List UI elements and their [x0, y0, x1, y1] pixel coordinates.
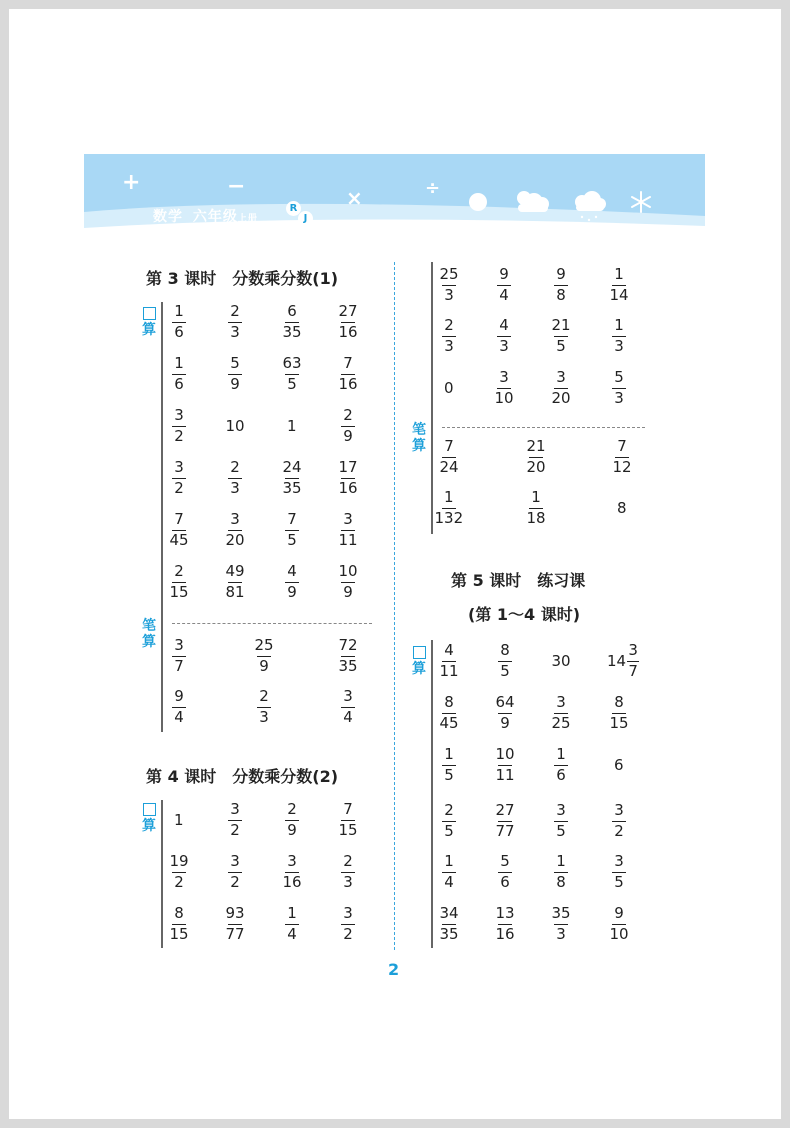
denominator: 77 — [495, 822, 515, 840]
plus-symbol: + — [122, 170, 141, 195]
denominator: 4 — [343, 708, 353, 726]
denominator: 16 — [338, 479, 358, 497]
numerator: 10 — [495, 745, 515, 763]
answer-fraction — [285, 563, 299, 601]
denominator: 14 — [609, 286, 629, 304]
answer-fraction — [494, 694, 517, 732]
answer-fraction — [172, 355, 186, 393]
numerator: 72 — [338, 636, 358, 654]
answer-fraction — [497, 266, 511, 304]
numerator: 3 — [499, 368, 509, 386]
answer-fraction — [550, 317, 573, 355]
answer-fraction — [228, 853, 242, 891]
answer-fraction — [442, 853, 456, 891]
numerator: 7 — [444, 437, 454, 455]
answer-mixed-number — [607, 642, 639, 680]
numerator: 1 — [174, 302, 184, 320]
numerator: 8 — [444, 693, 454, 711]
oral-label-s5: 算 — [411, 644, 427, 677]
answer-fraction — [497, 317, 511, 355]
numerator: 7 — [174, 510, 184, 528]
answer-integer: 0 — [444, 379, 454, 397]
answer-fraction — [494, 802, 517, 840]
numerator: 3 — [628, 641, 638, 659]
answer-fraction — [438, 694, 461, 732]
numerator: 5 — [500, 852, 510, 870]
denominator: 4 — [287, 925, 297, 943]
answer-fraction — [494, 905, 517, 943]
answer-fraction — [433, 489, 466, 527]
section-3-title: 第 3 课时 分数乘分数(1) — [146, 269, 339, 288]
denominator: 8 — [556, 873, 566, 891]
numerator: 3 — [556, 693, 566, 711]
box-icon — [413, 646, 426, 659]
numerator: 2 — [343, 852, 353, 870]
answer-fraction — [285, 511, 299, 549]
numerator: 27 — [338, 302, 358, 320]
denominator: 3 — [230, 479, 240, 497]
denominator: 16 — [338, 323, 358, 341]
denominator: 9 — [230, 375, 240, 393]
denominator: 18 — [526, 509, 546, 527]
denominator: 4 — [499, 286, 509, 304]
answer-fraction — [337, 637, 360, 675]
numerator: 8 — [174, 904, 184, 922]
denominator: 5 — [614, 873, 624, 891]
answer-fraction — [224, 905, 247, 943]
denominator: 16 — [282, 873, 302, 891]
numerator: 49 — [225, 562, 245, 580]
written-label-s4: 笔 算 — [412, 422, 426, 454]
numerator: 4 — [499, 316, 509, 334]
answer-fraction — [341, 853, 355, 891]
answer-fraction — [285, 905, 299, 943]
numerator: 3 — [230, 800, 240, 818]
numerator: 9 — [614, 904, 624, 922]
answer-fraction — [438, 905, 461, 943]
oral-label-s4: 算 — [141, 801, 157, 834]
answer-fraction — [224, 511, 247, 549]
denominator: 11 — [338, 531, 358, 549]
answer-fraction — [608, 266, 631, 304]
numerator: 4 — [444, 641, 454, 659]
answer-fraction — [554, 853, 568, 891]
denominator: 15 — [169, 583, 189, 601]
numerator: 35 — [551, 904, 571, 922]
numerator: 3 — [343, 904, 353, 922]
numerator: 7 — [343, 800, 353, 818]
numerator: 8 — [500, 641, 510, 659]
book-title — [153, 206, 258, 226]
answer-fraction — [224, 563, 247, 601]
denominator: 5 — [500, 662, 510, 680]
answer-fraction — [442, 746, 456, 784]
separator-s4 — [442, 427, 645, 428]
numerator: 3 — [174, 636, 184, 654]
answer-integer: 6 — [614, 756, 624, 774]
answer-fraction — [612, 317, 626, 355]
denominator: 2 — [174, 873, 184, 891]
denominator: 20 — [551, 389, 571, 407]
subject-label: 数学 — [153, 209, 183, 225]
denominator: 9 — [287, 821, 297, 839]
denominator: 11 — [439, 662, 459, 680]
answer-integer: 1 — [174, 811, 184, 829]
answer-fraction — [498, 853, 512, 891]
answer-fraction — [168, 511, 191, 549]
denominator: 6 — [174, 375, 184, 393]
answer-integer: 1 — [287, 417, 297, 435]
answer-fraction — [253, 637, 276, 675]
numerator: 93 — [225, 904, 245, 922]
numerator: 2 — [287, 800, 297, 818]
answer-fraction — [438, 438, 461, 476]
numerator: 21 — [526, 437, 546, 455]
numerator: 64 — [495, 693, 515, 711]
denominator: 3 — [343, 873, 353, 891]
numerator: 7 — [287, 510, 297, 528]
numerator: 3 — [174, 406, 184, 424]
answer-fraction — [525, 489, 548, 527]
denominator: 25 — [551, 714, 571, 732]
denominator: 5 — [444, 822, 454, 840]
denominator: 3 — [444, 337, 454, 355]
answer-fraction — [442, 317, 456, 355]
numerator: 10 — [338, 562, 358, 580]
denominator: 2 — [174, 479, 184, 497]
denominator: 35 — [282, 479, 302, 497]
denominator: 16 — [338, 375, 358, 393]
answer-fraction — [228, 303, 242, 341]
answer-fraction — [228, 459, 242, 497]
denominator: 3 — [614, 389, 624, 407]
numerator: 2 — [444, 316, 454, 334]
box-icon — [143, 803, 156, 816]
numerator: 3 — [556, 801, 566, 819]
numerator: 1 — [614, 265, 624, 283]
numerator: 3 — [174, 458, 184, 476]
numerator: 27 — [495, 801, 515, 819]
numerator: 3 — [230, 510, 240, 528]
section-5-subtitle: (第 1～4 课时) — [468, 605, 581, 624]
section-5-title: 第 5 课时 练习课 — [451, 571, 586, 590]
denominator: 16 — [495, 925, 515, 943]
answer-fraction — [281, 853, 304, 891]
numerator: 2 — [259, 687, 269, 705]
answer-integer: 10 — [225, 417, 245, 435]
numerator: 4 — [287, 562, 297, 580]
numerator: 5 — [230, 354, 240, 372]
denominator: 132 — [434, 509, 464, 527]
denominator: 2 — [174, 427, 184, 445]
separator-s3 — [172, 623, 372, 624]
answer-fraction — [172, 688, 186, 726]
answer-fraction — [554, 802, 568, 840]
grade-label: 六年级 — [192, 209, 238, 225]
numerator: 7 — [343, 354, 353, 372]
denominator: 2 — [614, 822, 624, 840]
numerator: 8 — [614, 693, 624, 711]
denominator: 5 — [287, 375, 297, 393]
answer-fraction — [281, 355, 304, 393]
numerator: 1 — [556, 745, 566, 763]
answer-fraction — [341, 905, 355, 943]
answer-fraction — [257, 688, 271, 726]
numerator: 9 — [499, 265, 509, 283]
denominator: 9 — [259, 657, 269, 675]
denominator: 6 — [500, 873, 510, 891]
denominator: 2 — [230, 873, 240, 891]
denominator: 5 — [556, 337, 566, 355]
denominator: 35 — [338, 657, 358, 675]
denominator: 5 — [287, 531, 297, 549]
denominator: 24 — [439, 458, 459, 476]
denominator: 7 — [628, 662, 638, 680]
numerator: 19 — [169, 852, 189, 870]
numerator: 24 — [282, 458, 302, 476]
denominator: 6 — [174, 323, 184, 341]
numerator: 6 — [287, 302, 297, 320]
answer-fraction — [337, 563, 360, 601]
denominator: 20 — [225, 531, 245, 549]
answer-fraction — [168, 905, 191, 943]
numerator: 25 — [254, 636, 274, 654]
volume-label: 上册 — [237, 214, 258, 224]
denominator: 77 — [225, 925, 245, 943]
numerator: 9 — [556, 265, 566, 283]
denominator: 7 — [174, 657, 184, 675]
denominator: 35 — [439, 925, 459, 943]
answer-fraction — [228, 355, 242, 393]
answer-fraction — [281, 459, 304, 497]
page-number: 2 — [388, 960, 400, 979]
numerator: 1 — [444, 852, 454, 870]
numerator: 3 — [614, 852, 624, 870]
edition-letter-r: R — [286, 201, 301, 216]
answer-fraction — [285, 801, 299, 839]
answer-fraction — [611, 438, 634, 476]
denominator: 3 — [499, 337, 509, 355]
denominator: 35 — [282, 323, 302, 341]
denominator: 5 — [556, 822, 566, 840]
numerator: 13 — [495, 904, 515, 922]
denominator: 45 — [439, 714, 459, 732]
answer-fraction — [498, 642, 512, 680]
denominator: 9 — [500, 714, 510, 732]
numerator: 25 — [439, 265, 459, 283]
denominator: 5 — [444, 766, 454, 784]
numerator: 3 — [230, 852, 240, 870]
times-symbol: × — [346, 186, 363, 210]
answer-fraction — [612, 853, 626, 891]
sun-icon — [469, 193, 487, 211]
box-icon — [143, 307, 156, 320]
denominator: 6 — [556, 766, 566, 784]
numerator: 34 — [439, 904, 459, 922]
numerator: 3 — [614, 801, 624, 819]
answer-fraction — [228, 801, 242, 839]
numerator: 17 — [338, 458, 358, 476]
answer-fraction — [341, 688, 355, 726]
section-4-title: 第 4 课时 分数乘分数(2) — [146, 767, 339, 786]
denominator: 4 — [444, 873, 454, 891]
numerator: 21 — [551, 316, 571, 334]
denominator: 10 — [609, 925, 629, 943]
numerator: 63 — [282, 354, 302, 372]
answer-bar-s4 — [161, 800, 163, 948]
answer-fraction — [442, 802, 456, 840]
answer-bar-s5 — [431, 640, 433, 948]
denominator: 9 — [287, 583, 297, 601]
answer-fraction — [337, 303, 360, 341]
numerator: 2 — [230, 458, 240, 476]
numerator: 1 — [287, 904, 297, 922]
denominator: 15 — [169, 925, 189, 943]
oral-label-s3: 算 — [141, 305, 157, 338]
column-divider — [394, 262, 395, 950]
denominator: 2 — [343, 925, 353, 943]
numerator: 1 — [614, 316, 624, 334]
divide-symbol: ÷ — [425, 178, 441, 199]
numerator: 9 — [174, 687, 184, 705]
answer-fraction — [172, 407, 186, 445]
header-banner — [84, 154, 705, 246]
edition-badge — [284, 201, 316, 229]
answer-fraction — [438, 642, 461, 680]
denominator: 3 — [444, 286, 454, 304]
answer-fraction — [493, 369, 516, 407]
denominator: 10 — [494, 389, 514, 407]
numerator: 2 — [174, 562, 184, 580]
answer-integer: 30 — [551, 652, 571, 670]
answer-fraction — [337, 801, 360, 839]
numerator: 1 — [444, 745, 454, 763]
denominator: 3 — [614, 337, 624, 355]
answer-fraction — [554, 746, 568, 784]
answer-fraction — [550, 369, 573, 407]
answer-fraction — [612, 802, 626, 840]
denominator: 20 — [526, 458, 546, 476]
numerator: 1 — [174, 354, 184, 372]
denominator: 45 — [169, 531, 189, 549]
numerator: 1 — [444, 488, 454, 506]
numerator: 2 — [444, 801, 454, 819]
numerator: 3 — [287, 852, 297, 870]
answer-bar-s3 — [161, 302, 163, 732]
answer-fraction — [337, 511, 360, 549]
answer-fraction — [281, 303, 304, 341]
answer-fraction — [554, 266, 568, 304]
minus-symbol: − — [227, 174, 246, 199]
denominator: 3 — [259, 708, 269, 726]
answer-fraction — [550, 694, 573, 732]
denominator: 11 — [495, 766, 515, 784]
answer-fraction — [438, 266, 461, 304]
denominator: 15 — [338, 821, 358, 839]
answer-fraction — [172, 303, 186, 341]
whole-part: 14 — [607, 652, 627, 670]
denominator: 9 — [343, 427, 353, 445]
answer-fraction — [525, 438, 548, 476]
answer-fraction — [612, 369, 626, 407]
answer-fraction — [608, 905, 631, 943]
denominator: 81 — [225, 583, 245, 601]
denominator: 4 — [174, 708, 184, 726]
numerator: 2 — [343, 406, 353, 424]
answer-fraction — [341, 407, 355, 445]
fraction-part — [627, 642, 639, 680]
numerator: 1 — [556, 852, 566, 870]
answer-fraction — [168, 853, 191, 891]
numerator: 3 — [556, 368, 566, 386]
answer-integer: 8 — [617, 499, 627, 517]
denominator: 3 — [230, 323, 240, 341]
answer-fraction — [494, 746, 517, 784]
answer-fraction — [337, 459, 360, 497]
numerator: 7 — [617, 437, 627, 455]
answer-fraction — [337, 355, 360, 393]
numerator: 1 — [531, 488, 541, 506]
denominator: 2 — [230, 821, 240, 839]
answer-fraction — [172, 459, 186, 497]
denominator: 9 — [343, 583, 353, 601]
denominator: 3 — [556, 925, 566, 943]
numerator: 2 — [230, 302, 240, 320]
answer-fraction — [168, 563, 191, 601]
answer-fraction — [172, 637, 186, 675]
edition-letter-j: J — [298, 211, 313, 226]
numerator: 3 — [343, 510, 353, 528]
written-label-s3: 笔 算 — [142, 618, 156, 650]
denominator: 12 — [612, 458, 632, 476]
numerator: 5 — [614, 368, 624, 386]
denominator: 8 — [556, 286, 566, 304]
answer-fraction — [608, 694, 631, 732]
numerator: 3 — [343, 687, 353, 705]
answer-fraction — [550, 905, 573, 943]
denominator: 15 — [609, 714, 629, 732]
